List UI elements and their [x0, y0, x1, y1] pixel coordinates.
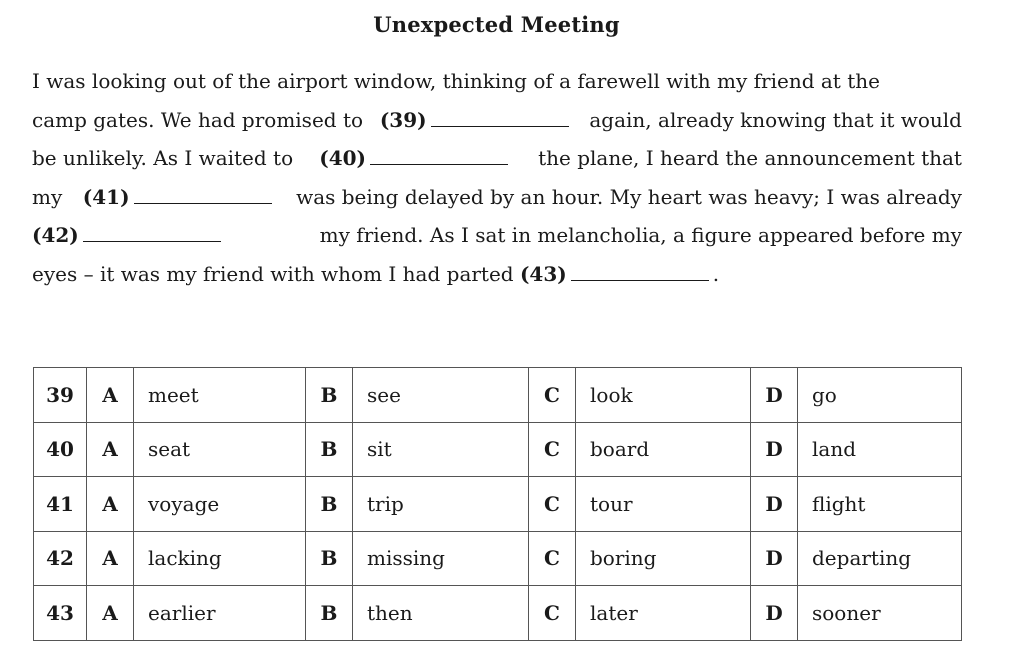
option-letter-d: D: [751, 368, 798, 423]
table-row: [34, 477, 962, 532]
option-d[interactable]: departing: [798, 531, 962, 586]
option-b[interactable]: then: [353, 586, 529, 641]
blank-43[interactable]: [571, 279, 709, 281]
option-c[interactable]: board: [576, 422, 751, 477]
option-d[interactable]: go: [798, 368, 962, 423]
passage-text: I was looking out of the airport window, thinking of a farewell with my friend at the: [32, 69, 880, 93]
blank-39[interactable]: [431, 125, 569, 127]
gap-40: [319, 139, 512, 178]
option-letter-a: A: [87, 531, 134, 586]
blank-41[interactable]: [134, 202, 272, 204]
passage-text: was being delayed by an hour. My heart was heavy; I was already: [296, 184, 962, 209]
gap-number: (40): [319, 146, 366, 170]
gap-number: (42): [32, 223, 79, 247]
option-a[interactable]: lacking: [134, 531, 306, 586]
gap-42: [32, 216, 225, 255]
option-letter-c: C: [529, 531, 576, 586]
option-letter-b: B: [306, 422, 353, 477]
option-letter-a: A: [87, 368, 134, 423]
option-a[interactable]: seat: [134, 422, 306, 477]
question-number: 42: [34, 531, 87, 586]
question-number: 41: [34, 477, 87, 532]
question-number: 40: [34, 422, 87, 477]
option-letter-a: A: [87, 422, 134, 477]
option-letter-b: B: [306, 531, 353, 586]
option-letter-b: B: [306, 586, 353, 641]
passage-text: again, already knowing that it would: [589, 107, 962, 132]
option-letter-c: C: [529, 422, 576, 477]
passage-text: eyes – it was my friend with whom I had parted: [32, 261, 514, 286]
passage-text: my: [32, 184, 63, 209]
option-c[interactable]: boring: [576, 531, 751, 586]
option-letter-b: B: [306, 368, 353, 423]
table-row: [34, 422, 962, 477]
option-c[interactable]: look: [576, 368, 751, 423]
option-b[interactable]: see: [353, 368, 529, 423]
gap-43: [520, 255, 713, 294]
option-c[interactable]: later: [576, 586, 751, 641]
option-letter-c: C: [529, 586, 576, 641]
gap-41: [83, 178, 276, 217]
gap-number: (39): [379, 107, 427, 132]
passage-line-6: [32, 255, 962, 294]
passage-line-2: [32, 101, 962, 140]
options-table: [33, 367, 962, 641]
question-number: 43: [34, 586, 87, 641]
gap-39: [380, 101, 573, 140]
passage-line-5: [32, 216, 962, 255]
question-number: 39: [34, 368, 87, 423]
option-d[interactable]: sooner: [798, 586, 962, 641]
passage: [32, 62, 962, 293]
gap-number: (41): [82, 184, 130, 209]
passage-text: camp gates. We had promised to: [32, 107, 364, 132]
passage-line-4: [32, 178, 962, 217]
option-b[interactable]: trip: [353, 477, 529, 532]
option-d[interactable]: land: [798, 422, 962, 477]
table-row: [34, 586, 962, 641]
option-letter-b: B: [306, 477, 353, 532]
option-b[interactable]: missing: [353, 531, 529, 586]
option-letter-d: D: [751, 531, 798, 586]
option-a[interactable]: voyage: [134, 477, 306, 532]
table-row: [34, 531, 962, 586]
option-letter-c: C: [529, 477, 576, 532]
option-letter-a: A: [87, 477, 134, 532]
passage-line-1: [32, 62, 962, 101]
option-letter-c: C: [529, 368, 576, 423]
option-b[interactable]: sit: [353, 422, 529, 477]
table-row: [34, 368, 962, 423]
blank-40[interactable]: [370, 163, 508, 165]
passage-text: the plane, I heard the announcement that: [538, 146, 962, 170]
option-d[interactable]: flight: [798, 477, 962, 532]
passage-text: .: [712, 261, 720, 286]
passage-text: my friend. As I sat in melancholia, a figure appeared before my: [319, 223, 962, 247]
passage-text: be unlikely. As I waited to: [32, 146, 294, 170]
blank-42[interactable]: [83, 240, 221, 242]
option-letter-a: A: [87, 586, 134, 641]
option-a[interactable]: meet: [134, 368, 306, 423]
option-letter-d: D: [751, 586, 798, 641]
option-letter-d: D: [751, 477, 798, 532]
page-title: Unexpected Meeting: [373, 12, 620, 37]
gap-number: (43): [519, 261, 567, 286]
option-c[interactable]: tour: [576, 477, 751, 532]
option-a[interactable]: earlier: [134, 586, 306, 641]
option-letter-d: D: [751, 422, 798, 477]
passage-line-3: [32, 139, 962, 178]
